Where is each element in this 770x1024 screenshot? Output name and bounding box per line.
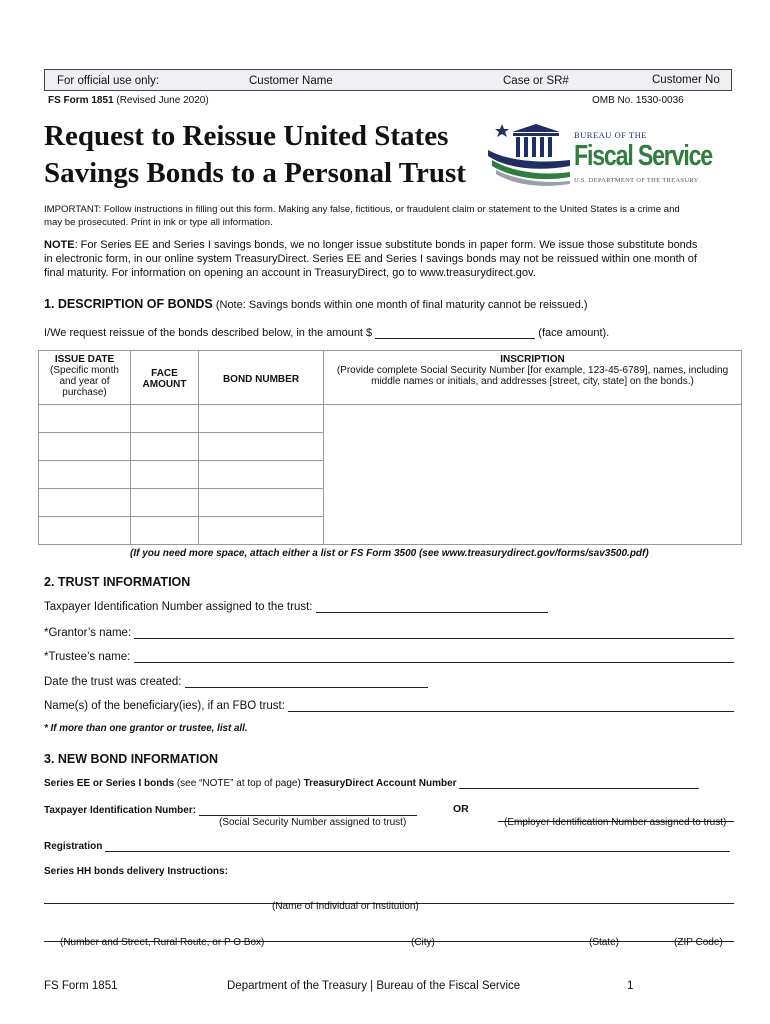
footer-department: Department of the Treasury | Bureau of the Fiscal Service	[227, 980, 521, 992]
zip-caption: (ZIP Code)	[674, 937, 723, 948]
city-caption: (City)	[411, 937, 435, 948]
official-use-box	[44, 69, 732, 91]
bond-number-cell[interactable]	[199, 489, 324, 517]
more-space-note: (If you need more space, attach either a list or FS Form 3500 (see www.treasurydirect.gov/forms/sav3500.pdf)	[130, 548, 649, 559]
issue-date-cell[interactable]	[39, 461, 131, 489]
section-1-heading: 1. DESCRIPTION OF BONDS (Note: Savings bonds within one month of final maturity cannot be reissued.)	[44, 297, 588, 311]
trust-tin-label: Taxpayer Identification Number assigned to the trust:	[44, 601, 313, 613]
face-amount-input[interactable]	[375, 327, 535, 339]
note-block	[44, 238, 744, 280]
date-created-row	[44, 676, 428, 688]
date-created-input[interactable]	[185, 676, 428, 688]
important-line-1: IMPORTANT: Follow instructions in filling out this form. Making any false, fictitious, or fraudulent claim or statement to the United States is a crime and	[44, 204, 680, 215]
case-sr-label: Case or SR#	[503, 75, 569, 87]
section-1-heading-note: (Note: Savings bonds within one month of final maturity cannot be reissued.)	[212, 299, 588, 311]
important-notice	[44, 203, 734, 229]
street-caption: (Number and Street, Rural Route, or P O Box)	[60, 937, 265, 948]
footer-page-number: 1	[627, 980, 634, 992]
trust-tin-input[interactable]	[316, 601, 548, 613]
grantor-input[interactable]	[134, 627, 734, 639]
bond-number-header: BOND NUMBER	[199, 351, 324, 405]
reissue-amount-suffix: (face amount).	[538, 327, 610, 339]
issue-date-cell[interactable]	[39, 489, 131, 517]
bond-number-cell[interactable]	[199, 405, 324, 433]
beneficiaries-label: Name(s) of the beneficiary(ies), if an FBO trust:	[44, 700, 285, 712]
page-title	[44, 118, 484, 192]
issue-date-cell[interactable]	[39, 405, 131, 433]
title-line-1: Request to Reissue United States	[44, 120, 449, 152]
section-3-heading: 3. NEW BOND INFORMATION	[44, 752, 219, 766]
title-line-2: Savings Bonds to a Personal Trust	[44, 157, 466, 189]
customer-no-label: Customer No	[652, 74, 720, 86]
bond-number-cell[interactable]	[199, 517, 324, 545]
reissue-amount-prefix: I/We request reissue of the bonds described below, in the amount $	[44, 327, 373, 339]
inscription-header: INSCRIPTION (Provide complete Social Security Number [for example, 123-45-6789], names, including middle names or initials, and addresses [street, city, state] on the bonds.)	[324, 351, 742, 405]
important-line-2: may be prosecuted. Print in ink or type all information.	[44, 217, 273, 228]
form-id	[48, 95, 209, 106]
name-caption: (Name of Individual or Institution)	[272, 901, 419, 912]
td-account-row	[44, 777, 699, 789]
date-created-label: Date the trust was created:	[44, 676, 182, 688]
series-ee-label: Series EE or Series I bonds	[44, 778, 175, 789]
issue-date-header: ISSUE DATE (Specific month and year of purchase)	[39, 351, 131, 405]
face-amount-cell[interactable]	[131, 405, 199, 433]
td-account-input[interactable]	[459, 777, 699, 789]
new-bond-tin-row	[44, 804, 417, 816]
note-line-1: : For Series EE and Series I savings bonds, we no longer issue substitute bonds in paper form. We issue those substitute bonds	[74, 239, 698, 251]
reissue-amount-row	[44, 327, 609, 339]
issue-date-cell[interactable]	[39, 517, 131, 545]
section-2-heading: 2. TRUST INFORMATION	[44, 575, 191, 589]
registration-input[interactable]	[105, 840, 730, 852]
state-caption: (State)	[589, 937, 620, 948]
logo-department-text: U.S. DEPARTMENT OF THE TREASURY	[574, 177, 699, 184]
beneficiaries-row	[44, 700, 734, 712]
face-amount-cell[interactable]	[131, 489, 199, 517]
bond-number-cell[interactable]	[199, 461, 324, 489]
registration-label: Registration	[44, 841, 103, 852]
face-amount-header: FACE AMOUNT	[131, 351, 199, 405]
hh-instructions-label: Series HH bonds delivery Instructions:	[44, 866, 228, 877]
customer-name-label: Customer Name	[249, 75, 333, 87]
face-amount-cell[interactable]	[131, 461, 199, 489]
issue-date-cell[interactable]	[39, 433, 131, 461]
fiscal-service-logo	[486, 116, 722, 192]
bond-number-cell[interactable]	[199, 433, 324, 461]
registration-row	[44, 840, 730, 852]
inscription-cell[interactable]	[324, 405, 742, 545]
td-account-label: TreasuryDirect Account Number	[303, 778, 457, 789]
official-use-label: For official use only:	[57, 75, 160, 87]
trustee-input[interactable]	[134, 651, 734, 663]
trustee-row	[44, 651, 734, 663]
grantor-trustee-footnote: * If more than one grantor or trustee, list all.	[44, 723, 248, 734]
note-line-2: in electronic form, in our online system TreasuryDirect. Series EE and Series I savings bonds may not be reissued within one month of	[44, 253, 697, 265]
face-amount-cell[interactable]	[131, 433, 199, 461]
ein-caption: (Employer Identification Number assigned to trust)	[504, 817, 727, 828]
or-label: OR	[453, 803, 469, 815]
grantor-row	[44, 627, 734, 639]
omb-number: OMB No. 1530-0036	[592, 95, 684, 106]
form-revised: (Revised June 2020)	[116, 95, 209, 106]
trust-tin-row	[44, 601, 548, 613]
series-ee-note: (see “NOTE” at top of page)	[174, 778, 304, 789]
grantor-label: *Grantor’s name:	[44, 627, 132, 639]
ssn-input[interactable]	[199, 804, 417, 816]
beneficiaries-input[interactable]	[288, 700, 734, 712]
footer-form-number: FS Form 1851	[44, 980, 118, 992]
face-amount-cell[interactable]	[131, 517, 199, 545]
bonds-table	[38, 350, 742, 545]
logo-fiscal-service-text: Fiscal Service	[574, 140, 712, 172]
logo-bureau-text: BUREAU OF THE	[574, 130, 647, 140]
new-bond-tin-label: Taxpayer Identification Number:	[44, 805, 197, 816]
note-label: NOTE	[44, 239, 75, 251]
trustee-label: *Trustee’s name:	[44, 651, 131, 663]
ssn-caption: (Social Security Number assigned to trust)	[219, 817, 407, 828]
note-line-3: final maturity. For information on opening an account in TreasuryDirect, go to www.treasurydirect.gov.	[44, 267, 536, 279]
form-number: FS Form 1851	[48, 95, 114, 106]
